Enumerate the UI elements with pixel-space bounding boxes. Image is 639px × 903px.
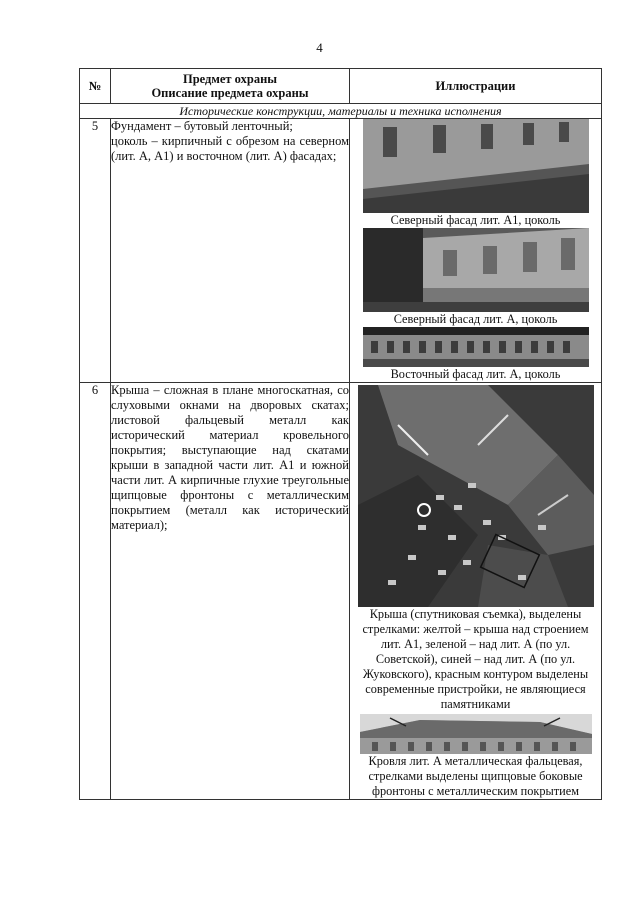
section-row [80, 104, 602, 119]
caption: Северный фасад лит. А, цоколь [393, 312, 558, 326]
protection-table [79, 68, 602, 800]
description-line: цоколь – кирпичный с обрезом на северном (лит. А, А1) и восточном (лит. А) фасадах; [111, 134, 349, 163]
description-line: Крыша – сложная в плане многоскатная, со слуховыми окнами на дворовых скатах; листовой фальцевый металл как исторический материал кровельного покрытия; выступающие над скатами крыши в западной части лит. А1 и южной части лит. А кирпичные глухие треугольные щипцовые фронтоны с металлическим покрытием (металл как исторический материал); [111, 383, 349, 532]
row-description [111, 383, 350, 800]
table-header-row [80, 69, 602, 104]
page-number: 4 [316, 40, 323, 55]
table-row [80, 383, 602, 800]
caption: Кровля лит. А металлическая фальцевая, стрелками выделены щипцовые боковые фронтоны с металлическим покрытием [368, 754, 583, 798]
row-illustrations [350, 383, 602, 800]
row-number: 6 [80, 383, 111, 800]
photo-east-facade-a [363, 327, 589, 367]
photo-north-facade-a1 [363, 119, 589, 213]
header-subject [111, 69, 350, 104]
header-illustrations: Иллюстрации [350, 69, 602, 104]
photo-roof-facade [360, 714, 592, 754]
caption: Северный фасад лит. А1, цоколь [390, 213, 561, 227]
row-illustrations [350, 119, 602, 383]
photo-north-facade-a [363, 228, 589, 312]
row-description [111, 119, 350, 383]
caption: Крыша (спутниковая съемка), выделены стрелками: желтой – крыша над строением лит. А1, зеленой – над лит. А (по ул. Советской), синей – над лит. А (по ул. Жуковского), красным контуром выделены современные пристройки, не являющиеся памятниками [362, 607, 589, 711]
row-number: 5 [80, 119, 111, 383]
caption: Восточный фасад лит. А, цоколь [390, 367, 561, 381]
photo-roof-satellite [358, 385, 594, 607]
table-row [80, 119, 602, 383]
header-subject-line2: Описание предмета охраны [151, 86, 309, 100]
description-line: Фундамент – бутовый ленточный; [111, 119, 293, 133]
header-subject-line1: Предмет охраны [182, 72, 278, 86]
header-number: № [80, 69, 111, 104]
section-title: Исторические конструкции, материалы и техника исполнения [80, 104, 602, 119]
